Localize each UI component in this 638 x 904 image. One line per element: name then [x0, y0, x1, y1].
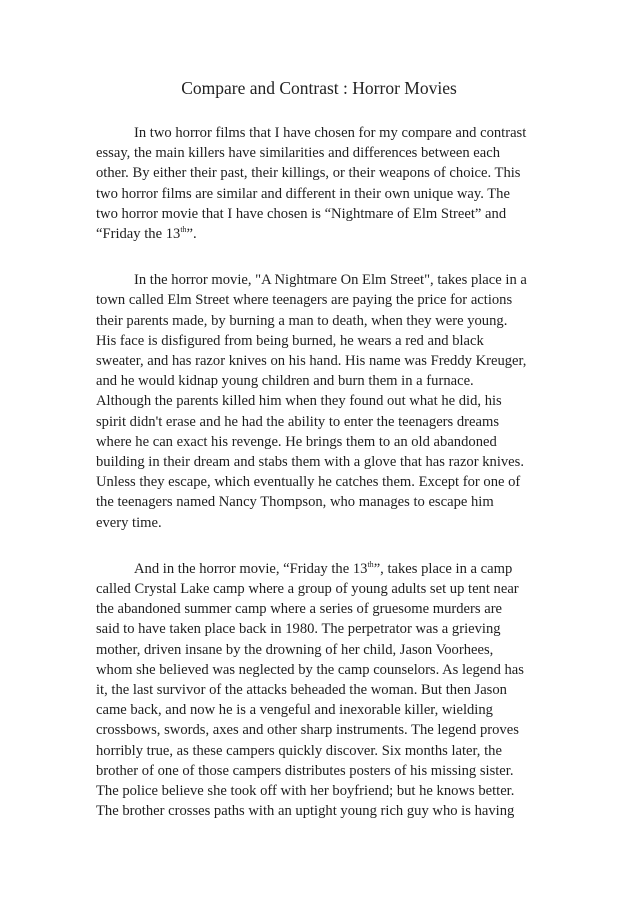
paragraph-line: the abandoned summer camp where a series of gruesome murders are [96, 601, 503, 618]
paragraph-line: His face is disfigured from being burned, he wears a red and black [96, 332, 484, 349]
paragraph-line: came back, and now he is a vengeful and inexorable killer, wielding [96, 702, 493, 719]
document-body [96, 123, 546, 822]
paragraph-line: Unless they escape, which eventually he catches them. Except for one of [96, 474, 521, 491]
paragraph-2 [96, 270, 546, 533]
paragraph-line: Although the parents killed him when they found out what he did, his [96, 393, 502, 410]
paragraph-line: whom she believed was neglected by the camp counselors. As legend has [96, 661, 524, 678]
paragraph-line: horribly true, as these campers quickly discover. Six months later, the [96, 742, 502, 759]
paragraph-line: The brother crosses paths with an uptight young rich guy who is having [96, 803, 515, 820]
paragraph-line: building in their dream and stabs them with a glove that has razor knives. [96, 454, 524, 471]
paragraph-line: said to have taken place back in 1980. The perpetrator was a grieving [96, 621, 501, 638]
paragraph-line: their parents made, by burning a man to death, when they were young. [96, 312, 508, 329]
paragraph-line: every time. [96, 514, 162, 531]
document-title: Compare and Contrast : Horror Movies [181, 78, 457, 98]
paragraph-line: town called Elm Street where teenagers are paying the price for actions [96, 292, 513, 309]
paragraph-line: called Crystal Lake camp where a group of young adults set up tent near [96, 581, 519, 598]
paragraph-line: And in the horror movie, “Friday the 13th”, takes place in a camp [134, 560, 513, 577]
paragraph-line: it, the last survivor of the attacks beheaded the woman. But then Jason [96, 682, 507, 699]
paragraph-line: In two horror films that I have chosen for my compare and contrast [134, 125, 527, 141]
paragraph-line: essay, the main killers have similarities and differences between each [96, 145, 501, 162]
paragraph-line: two horror films are similar and different in their own unique way. The [96, 185, 510, 202]
paragraph-line: two horror movie that I have chosen is “Nightmare of Elm Street” and [96, 205, 507, 222]
paragraph-line: crossbows, swords, axes and other sharp instruments. The legend proves [96, 722, 519, 739]
paragraph-line: brother of one of those campers distributes posters of his missing sister. [96, 762, 514, 779]
paragraph-1 [96, 123, 546, 244]
paragraph-line: where he can exact his revenge. He brings them to an old abandoned [96, 433, 497, 450]
paragraph-line: other. By either their past, their killings, or their weapons of choice. This [96, 165, 521, 182]
paragraph-line: In the horror movie, "A Nightmare On Elm Street", takes place in a [134, 272, 527, 289]
paragraph-3 [96, 559, 546, 822]
paragraph-line: mother, driven insane by the drowning of her child, Jason Voorhees, [96, 641, 494, 658]
paragraph-line: and he would kidnap young children and burn them in a furnace. [96, 373, 474, 390]
paragraph-line: spirit didn't erase and he had the ability to enter the teenagers dreams [96, 413, 500, 430]
paragraph-line: the teenagers named Nancy Thompson, who manages to escape him [96, 494, 494, 511]
paragraph-line: “Friday the 13th”. [96, 225, 197, 243]
paragraph-line: sweater, and has razor knives on his hand. His name was Freddy Kreuger, [96, 353, 527, 370]
paragraph-line: The police believe she took off with her boyfriend; but he knows better. [96, 783, 515, 800]
